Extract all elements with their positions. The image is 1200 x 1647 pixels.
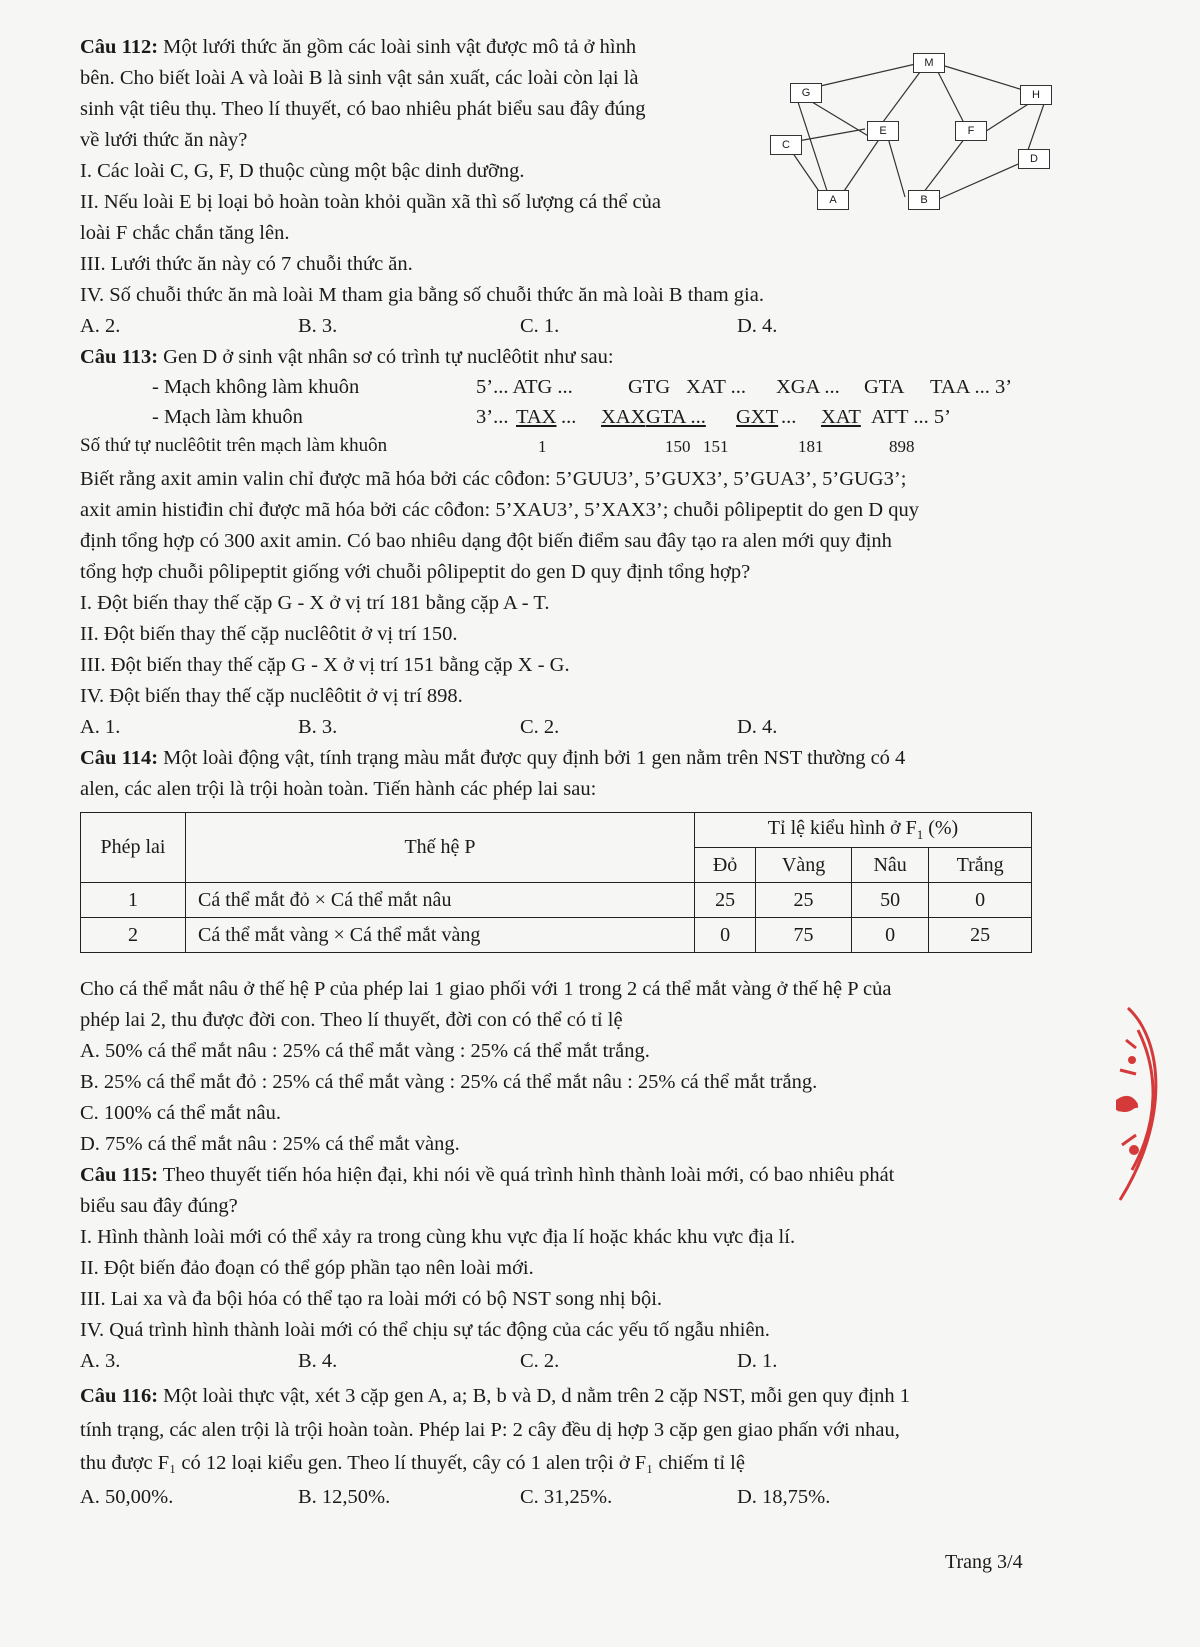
th-ratio-sub: 1	[916, 827, 924, 842]
q115-statement-3: III. Lai xa và đa bội hóa có thể tạo ra loài mới có bộ NST song nhị bội.	[80, 1288, 663, 1310]
q115-statement-2: II. Đột biến đảo đoạn có thể góp phần tạo nên loài mới.	[80, 1257, 534, 1279]
q115-statement-1: I. Hình thành loài mới có thể xảy ra trong cùng khu vực địa lí hoặc khác khu vực địa lí.	[80, 1226, 796, 1248]
row1-red: 25	[695, 883, 756, 918]
th-brown: Nâu	[851, 848, 928, 883]
seq1-b: GTG	[628, 376, 671, 398]
q112-option-d[interactable]: D. 4.	[737, 315, 778, 337]
q116-option-a[interactable]: A. 50,00%.	[80, 1486, 174, 1508]
pos-150: 150	[665, 437, 691, 456]
edge-h-f	[980, 101, 1033, 135]
q115-line1	[80, 1162, 894, 1188]
node-m: M	[913, 53, 945, 73]
node-f: F	[955, 121, 987, 141]
q114-option-d[interactable]: D. 75% cá thể mắt nâu : 25% cá thể mắt vàng.	[80, 1133, 460, 1155]
seq1-c: XAT ...	[686, 376, 746, 398]
q116-line3: thu được F₁ có 12 loại kiểu gen. Theo lí thuyết, cây có 1 alen trội ở F₁ chiếm tỉ lệ	[80, 1452, 745, 1474]
q114-option-c[interactable]: C. 100% cá thể mắt nâu.	[80, 1102, 281, 1124]
row1-id: 1	[81, 883, 186, 918]
q116-line2: tính trạng, các alen trội là trội hoàn toàn. Phép lai P: 2 cây đều dị hợp 3 cặp gen giao phấn với nhau,	[80, 1419, 900, 1441]
q112-statement-1: I. Các loài C, G, F, D thuộc cùng một bậc dinh dưỡng.	[80, 160, 525, 182]
row2-red: 0	[695, 918, 756, 953]
page-number: Trang 3/4	[945, 1551, 1023, 1573]
row2-white: 25	[929, 918, 1032, 953]
q116-head: Câu 116:	[80, 1385, 159, 1407]
edge-m-e	[880, 72, 920, 126]
seq1-a: 5’... ATG ...	[476, 376, 573, 398]
q113-statement-4: IV. Đột biến thay thế cặp nuclêôtit ở vị trí 898.	[80, 685, 463, 707]
edge-e-a	[840, 138, 880, 197]
node-b: B	[908, 190, 940, 210]
q112-line2: bên. Cho biết loài A và loài B là sinh vật sản xuất, các loài còn lại là	[80, 67, 639, 89]
row1-white: 0	[929, 883, 1032, 918]
table-row	[81, 918, 1032, 953]
th-red: Đỏ	[695, 848, 756, 883]
q112-option-b[interactable]: B. 3.	[298, 315, 338, 337]
node-c: C	[770, 135, 802, 155]
q113-para4: tổng hợp chuỗi pôlipeptit giống với chuỗi pôlipeptit do gen D quy định tổng hợp?	[80, 561, 751, 583]
q112-option-c[interactable]: C. 1.	[520, 315, 560, 337]
edge-m-h	[935, 63, 1023, 90]
seq2-i: ATT ... 5’	[871, 406, 951, 428]
node-e: E	[867, 121, 899, 141]
q115-option-d[interactable]: D. 1.	[737, 1350, 778, 1372]
q115-option-c[interactable]: C. 2.	[520, 1350, 560, 1372]
edge-m-f	[938, 72, 965, 125]
q116-option-c[interactable]: C. 31,25%.	[520, 1486, 613, 1508]
pos-898: 898	[889, 437, 915, 456]
q115-line2: biểu sau đây đúng?	[80, 1195, 238, 1217]
q114-text: Một loài động vật, tính trạng màu mắt được quy định bởi 1 gen nằm trên NST thường có 4	[158, 747, 906, 769]
q112-head: Câu 112:	[80, 36, 159, 58]
node-g: G	[790, 83, 822, 103]
q114-para2: phép lai 2, thu được đời con. Theo lí thuyết, đời con có thể có tỉ lệ	[80, 1009, 623, 1031]
q112-statement-3: III. Lưới thức ăn này có 7 chuỗi thức ăn.	[80, 253, 413, 275]
q114-para1: Cho cá thể mắt nâu ở thế hệ P của phép lai 1 giao phối với 1 trong 2 cá thể mắt vàng ở thế hệ P của	[80, 978, 892, 1000]
pos-151: 151	[703, 437, 729, 456]
q112-line3: sinh vật tiêu thụ. Theo lí thuyết, có bao nhiêu phát biểu sau đây đúng	[80, 98, 646, 120]
q112-option-a[interactable]: A. 2.	[80, 315, 121, 337]
row2-id: 2	[81, 918, 186, 953]
edge-e-b	[888, 138, 905, 197]
seq2-b: TAX	[516, 406, 557, 428]
q116-option-d[interactable]: D. 18,75%.	[737, 1486, 831, 1508]
th-white: Trắng	[929, 848, 1032, 883]
q114-option-b[interactable]: B. 25% cá thể mắt đỏ : 25% cá thể mắt vàng : 25% cá thể mắt nâu : 25% cá thể mắt trắng.	[80, 1071, 818, 1093]
q113-option-d[interactable]: D. 4.	[737, 716, 778, 738]
q113-option-c[interactable]: C. 2.	[520, 716, 560, 738]
pos-181: 181	[798, 437, 824, 456]
th-p-generation: Thế hệ P	[186, 813, 695, 883]
food-web-diagram	[770, 45, 1090, 225]
row2-yellow: 75	[756, 918, 852, 953]
edge-g-a	[798, 102, 830, 200]
pos-1: 1	[538, 437, 547, 456]
row2-brown: 0	[851, 918, 928, 953]
q113-head: Câu 113:	[80, 346, 159, 368]
th-ratio-text: Tỉ lệ kiểu hình ở F	[767, 817, 917, 839]
q113-para2: axit amin histiđin chỉ được mã hóa bởi các côđon: 5’XAU3’, 5’XAX3’; chuỗi pôlipeptit do gen D quy	[80, 499, 919, 521]
q113-option-b[interactable]: B. 3.	[298, 716, 338, 738]
node-h: H	[1020, 85, 1052, 105]
seq1-f: TAA ... 3’	[930, 376, 1013, 398]
q114-option-a[interactable]: A. 50% cá thể mắt nâu : 25% cá thể mắt vàng : 25% cá thể mắt trắng.	[80, 1040, 650, 1062]
seq2-g: ...	[781, 406, 797, 428]
seq2-e: GTA ...	[646, 406, 706, 428]
q113-row1-seq	[476, 374, 1012, 400]
row2-p: Cá thể mắt vàng × Cá thể mắt vàng	[186, 918, 695, 953]
seq2-h: XAT	[821, 406, 861, 428]
edge-d-b	[930, 161, 1025, 203]
edge-g-e	[812, 102, 870, 137]
seq2-f: GXT	[736, 406, 779, 428]
node-a: A	[817, 190, 849, 210]
q114-head: Câu 114:	[80, 747, 159, 769]
q115-option-b[interactable]: B. 4.	[298, 1350, 338, 1372]
seq2-a: 3’...	[476, 406, 509, 428]
q112-text: Một lưới thức ăn gồm các loài sinh vật được mô tả ở hình	[158, 36, 637, 58]
q116-line1	[80, 1383, 910, 1409]
q113-para1: Biết rằng axit amin valin chỉ được mã hóa bởi các côđon: 5’GUU3’, 5’GUX3’, 5’GUA3’, 5’GUG3’;	[80, 468, 907, 490]
q113-statement-2: II. Đột biến thay thế cặp nuclêôtit ở vị trí 150.	[80, 623, 458, 645]
q113-row1-label: - Mạch không làm khuôn	[152, 376, 360, 398]
th-yellow: Vàng	[756, 848, 852, 883]
q112-statement-2b: loài F chắc chắn tăng lên.	[80, 222, 290, 244]
q112-statement-2a: II. Nếu loài E bị loại bỏ hoàn toàn khỏi quần xã thì số lượng cá thể của	[80, 191, 661, 213]
q116-text: Một loài thực vật, xét 3 cặp gen A, a; B, b và D, d nằm trên 2 cặp NST, mỗi gen quy định 1	[158, 1385, 911, 1407]
edge-f-b	[920, 138, 965, 197]
edge-c-e	[798, 129, 865, 141]
seq1-e: GTA	[864, 376, 905, 398]
seq1-d: XGA ...	[776, 376, 840, 398]
table-row	[81, 883, 1032, 918]
q114-line2: alen, các alen trội là trội hoàn toàn. Tiến hành các phép lai sau:	[80, 778, 597, 800]
q113-statement-1: I. Đột biến thay thế cặp G - X ở vị trí 181 bằng cặp A - T.	[80, 592, 550, 614]
q115-option-a[interactable]: A. 3.	[80, 1350, 121, 1372]
edge-h-d	[1028, 101, 1045, 150]
seq2-c: ...	[561, 406, 577, 428]
q114-line1	[80, 745, 905, 771]
seq2-d: XAX	[601, 406, 646, 428]
th-cross: Phép lai	[81, 813, 186, 883]
q112-statement-4: IV. Số chuỗi thức ăn mà loài M tham gia bằng số chuỗi thức ăn mà loài B tham gia.	[80, 284, 764, 306]
q115-head: Câu 115:	[80, 1164, 159, 1186]
th-ratio	[695, 813, 1032, 848]
edge-m-g	[816, 63, 920, 87]
q113-para3: định tổng hợp có 300 axit amin. Có bao nhiêu dạng đột biến điểm sau đây tạo ra alen mới quy định	[80, 530, 892, 552]
q113-row3-label: Số thứ tự nuclêôtit trên mạch làm khuôn	[80, 435, 388, 456]
q115-text: Theo thuyết tiến hóa hiện đại, khi nói về quá trình hình thành loài mới, có bao nhiêu phát	[158, 1164, 895, 1186]
q113-option-a[interactable]: A. 1.	[80, 716, 121, 738]
row1-brown: 50	[851, 883, 928, 918]
q112-line1	[80, 34, 636, 60]
q112-line4: về lưới thức ăn này?	[80, 129, 248, 151]
q113-intro: Gen D ở sinh vật nhân sơ có trình tự nuclêôtit như sau:	[158, 346, 614, 368]
q113-row2-label: - Mạch làm khuôn	[152, 406, 303, 428]
row1-yellow: 25	[756, 883, 852, 918]
crosses-table	[80, 812, 1032, 953]
q115-statement-4: IV. Quá trình hình thành loài mới có thể chịu sự tác động của các yếu tố ngẫu nhiên.	[80, 1319, 770, 1341]
q116-option-b[interactable]: B. 12,50%.	[298, 1486, 391, 1508]
q113-row2-seq	[476, 404, 951, 430]
q113-line1	[80, 344, 614, 370]
q113-statement-3: III. Đột biến thay thế cặp G - X ở vị trí 151 bằng cặp X - G.	[80, 654, 570, 676]
row1-p: Cá thể mắt đỏ × Cá thể mắt nâu	[186, 883, 695, 918]
th-ratio-tail: (%)	[923, 817, 959, 839]
node-d: D	[1018, 149, 1050, 169]
red-stamp-seal	[1108, 1000, 1168, 1210]
